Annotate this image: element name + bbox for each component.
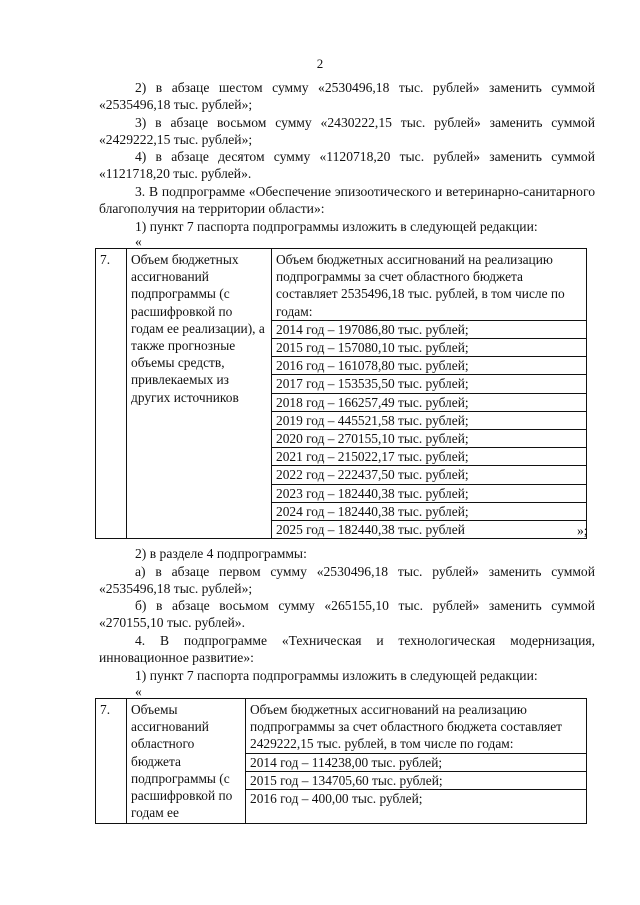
year-item: 2015 год – 134705,60 тыс. рублей; xyxy=(246,772,586,790)
paragraph-a: а) в абзаце первом сумму «2530496,18 тыс. рублей» заменить суммой «2535496,18 тыс. рублей»; xyxy=(99,564,595,597)
year-list xyxy=(250,754,582,808)
row-number: 7. xyxy=(96,249,127,539)
year-item: 2019 год – 445521,58 тыс. рублей; xyxy=(272,412,586,430)
paragraph-3: 3) в абзаце восьмом сумму «2430222,15 тыс. рублей» заменить суммой «2429222,15 тыс. рублей»; xyxy=(99,115,595,148)
year-item: 2021 год – 215022,17 тыс. рублей; xyxy=(272,448,586,466)
paragraph-subprogram-4: 4. В подпрограмме «Техническая и технологическая модернизация, инновационное развитие»: xyxy=(99,633,595,666)
passport-table-1 xyxy=(95,248,587,539)
passport-table-2 xyxy=(95,698,587,824)
paragraph-2: 2) в абзаце шестом сумму «2530496,18 тыс. рублей» заменить суммой «2535496,18 тыс. рублей»; xyxy=(99,80,595,113)
year-item: 2020 год – 270155,10 тыс. рублей; xyxy=(272,430,586,448)
year-item: 2017 год – 153535,50 тыс. рублей; xyxy=(272,375,586,393)
year-list xyxy=(276,321,582,538)
row-number: 7. xyxy=(96,699,127,824)
paragraph-item-1b: 1) пункт 7 паспорта подпрограммы изложить в следующей редакции: xyxy=(135,668,538,683)
row-label: Объемы ассигнований областного бюджета подпрограммы (с расшифровкой по годам ее xyxy=(127,699,246,824)
close-quote: »; xyxy=(577,523,588,538)
funding-intro: Объем бюджетных ассигнований на реализацию подпрограммы за счет областного бюджета составляет 2535496,18 тыс. рублей, в том числе по годам: xyxy=(272,251,586,321)
year-item: 2014 год – 197086,80 тыс. рублей; xyxy=(272,321,586,339)
page-number: 2 xyxy=(316,56,324,71)
paragraph-b: б) в абзаце восьмом сумму «265155,10 тыс. рублей» заменить суммой «270155,10 тыс. рублей». xyxy=(99,598,595,631)
year-item: 2018 год – 166257,49 тыс. рублей; xyxy=(272,394,586,412)
funding-cell xyxy=(272,249,587,539)
paragraph-subprogram-3: 3. В подпрограмме «Обеспечение эпизоотического и ветеринарно-санитарного благополучия на территории области»: xyxy=(99,184,595,217)
row-label: Объем бюджетных ассигнований подпрограммы (с расшифровкой по годам ее реализации), а также прогнозные объемы средств, привлекаемых из других источников xyxy=(127,249,272,539)
funding-intro: Объем бюджетных ассигнований на реализацию подпрограммы за счет областного бюджета составляет 2429222,15 тыс. рублей, в том числе по годам: xyxy=(246,701,586,754)
year-item: 2016 год – 400,00 тыс. рублей; xyxy=(250,791,423,807)
year-item: 2024 год – 182440,38 тыс. рублей; xyxy=(272,503,586,521)
year-item: 2016 год – 161078,80 тыс. рублей; xyxy=(272,357,586,375)
funding-cell xyxy=(246,699,587,824)
year-item: 2014 год – 114238,00 тыс. рублей; xyxy=(246,754,586,772)
year-item: 2023 год – 182440,38 тыс. рублей; xyxy=(272,485,586,503)
paragraph-4: 4) в абзаце десятом сумму «1120718,20 тыс. рублей» заменить суммой «1121718,20 тыс. рублей». xyxy=(99,149,595,182)
year-item: 2022 год – 222437,50 тыс. рублей; xyxy=(272,466,586,484)
year-item: 2015 год – 157080,10 тыс. рублей; xyxy=(272,339,586,357)
open-quote: « xyxy=(135,234,142,249)
open-quote-2: « xyxy=(135,684,142,699)
paragraph-item-1: 1) пункт 7 паспорта подпрограммы изложить в следующей редакции: xyxy=(135,219,538,234)
year-item: 2025 год – 182440,38 тыс. рублей xyxy=(276,522,465,538)
paragraph-section-4: 2) в разделе 4 подпрограммы: xyxy=(135,546,307,561)
